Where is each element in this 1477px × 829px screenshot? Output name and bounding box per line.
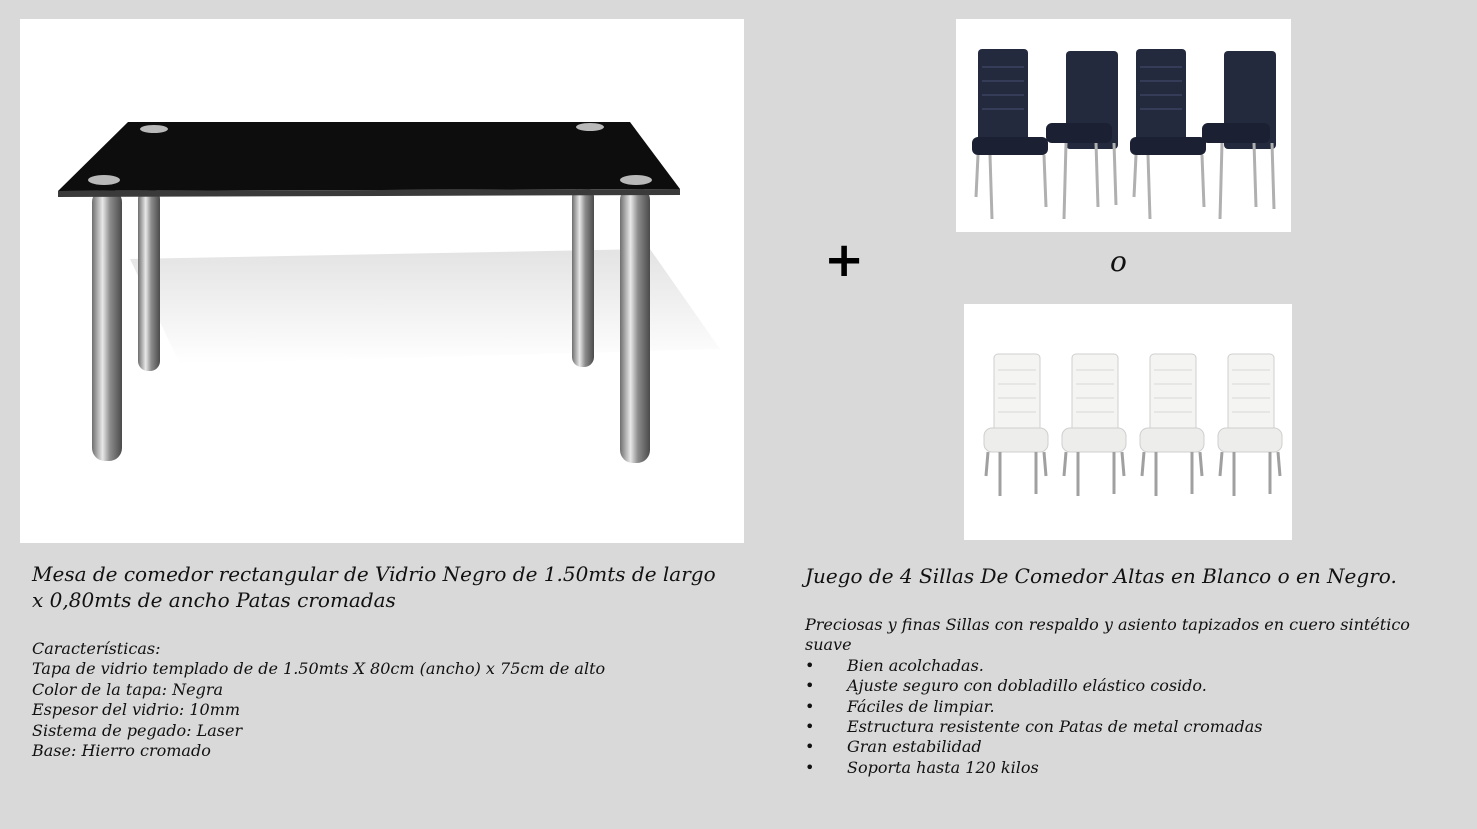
or-label: o: [1110, 245, 1127, 278]
feature-item: • Estructura resistente con Patas de metal cromadas: [805, 717, 1263, 737]
glass-table-photo: [20, 19, 744, 543]
table-specs: [32, 639, 752, 761]
black-chair-front-2: [1130, 49, 1206, 219]
black-chairs-photo: [956, 19, 1291, 232]
black-chairs-image: [956, 19, 1291, 232]
black-chair-back-2: [1202, 51, 1276, 219]
white-chair-4: [1218, 354, 1282, 496]
feature-item: • Ajuste seguro con dobladillo elástico cosido.: [805, 676, 1207, 696]
feature-item: • Soporta hasta 120 kilos: [805, 757, 1039, 777]
spec-line: Color de la tapa: Negra: [32, 679, 224, 699]
bullet-icon: •: [805, 757, 815, 777]
chairs-intro: Preciosas y finas Sillas con respaldo y asiento tapizados en cuero sintético suave: [805, 615, 1410, 655]
chairs-title: Juego de 4 Sillas De Comedor Altas en Blanco o en Negro.: [805, 564, 1397, 588]
feature-item: • Gran estabilidad: [805, 737, 982, 757]
white-chair-3: [1140, 354, 1204, 496]
white-chair-2: [1062, 354, 1126, 496]
spec-line: Sistema de pegado: Laser: [32, 720, 243, 740]
chairs-feature-list: [805, 656, 1455, 778]
feature-item: • Bien acolchadas.: [805, 655, 984, 675]
spec-line: Espesor del vidrio: 10mm: [32, 700, 241, 720]
plus-symbol: +: [824, 232, 865, 288]
spec-line: Tapa de vidrio templado de de 1.50mts X 80cm (ancho) x 75cm de alto: [32, 659, 606, 679]
bullet-icon: •: [805, 655, 815, 675]
white-chairs-photo: [964, 304, 1292, 540]
table-title: Mesa de comedor rectangular de Vidrio Negro de 1.50mts de largo x 0,80mts de ancho Patas cromadas: [32, 562, 716, 612]
chairs-description: [805, 615, 1455, 778]
glass-table-image: [20, 19, 744, 543]
bullet-icon: •: [805, 676, 815, 696]
specs-heading: Características:: [32, 639, 161, 658]
white-chairs-image: [964, 304, 1292, 540]
black-chair-front-1: [972, 49, 1048, 219]
feature-item: • Fáciles de limpiar.: [805, 696, 995, 716]
bullet-icon: •: [805, 737, 815, 757]
spec-line: Base: Hierro cromado: [32, 741, 211, 761]
bullet-icon: •: [805, 696, 815, 716]
bullet-icon: •: [805, 717, 815, 737]
black-chair-back-1: [1046, 51, 1118, 219]
